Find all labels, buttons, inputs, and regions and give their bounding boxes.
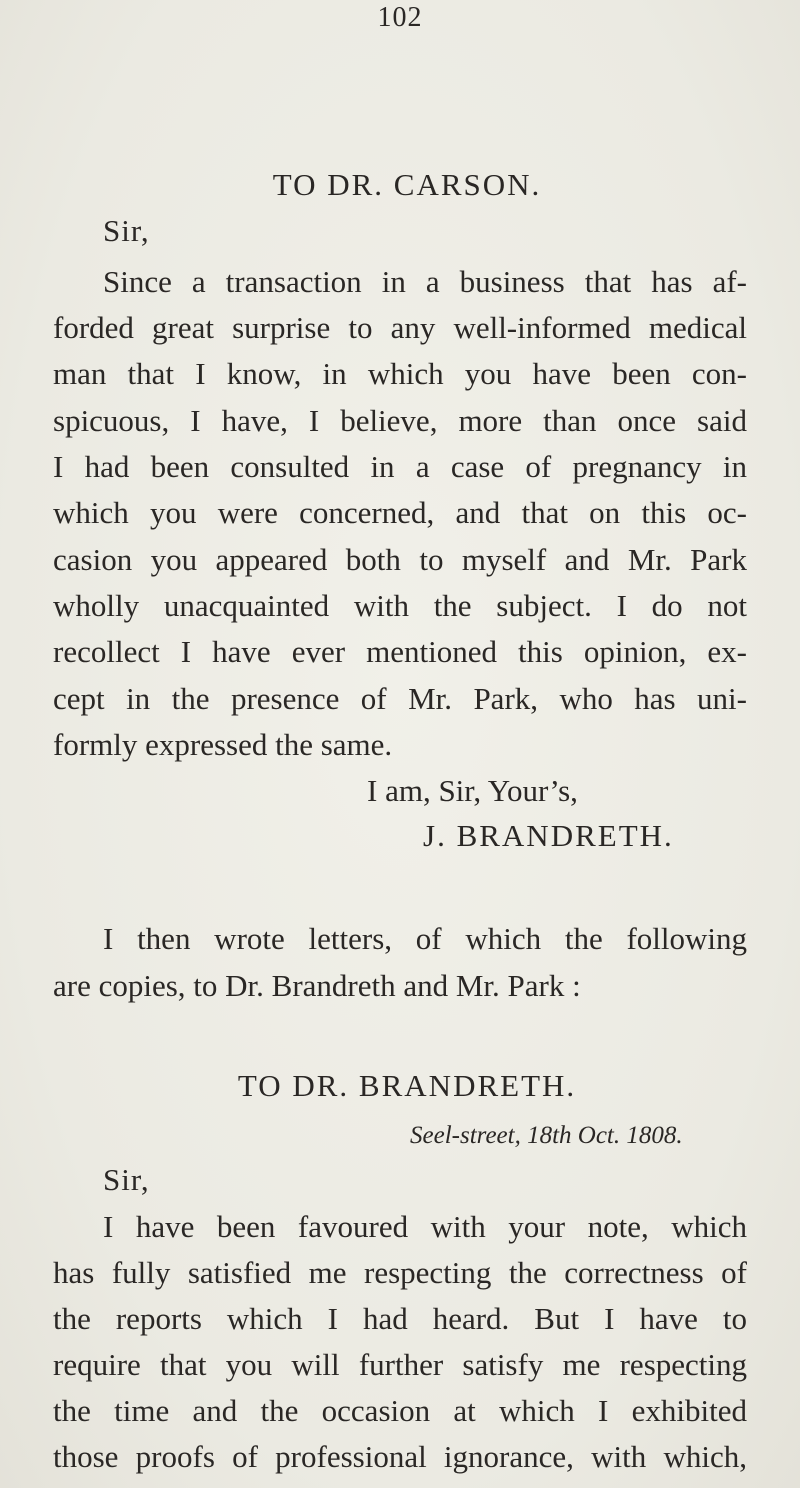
body-line: spicuous, I have, I believe, more than once said — [53, 403, 747, 438]
narrative-line: are copies, to Dr. Brandreth and Mr. Park : — [53, 968, 581, 1003]
body-line: the reports which I had heard. But I have to — [53, 1301, 747, 1336]
letter-heading-brandreth: TO DR. BRANDRETH. — [237, 1068, 577, 1103]
body-line: formly expressed the same. — [53, 727, 393, 762]
body-line: Since a transaction in a business that has af- — [103, 264, 747, 299]
salutation-carson: Sir, — [103, 213, 150, 248]
dateline: Seel-street, 18th Oct. 1808. — [410, 1122, 683, 1149]
body-line: require that you will further satisfy me respecting — [53, 1347, 747, 1382]
body-line: those proofs of professional ignorance, with which, — [53, 1439, 747, 1474]
body-line: recollect I have ever mentioned this opinion, ex- — [53, 634, 747, 669]
body-line: cept in the presence of Mr. Park, who has uni- — [53, 681, 747, 716]
body-line: the time and the occasion at which I exhibited — [53, 1393, 747, 1428]
signature-brandreth: J. BRANDRETH. — [423, 818, 674, 853]
body-line: has fully satisfied me respecting the correctness of — [53, 1255, 747, 1290]
body-line: casion you appeared both to myself and Mr. Park — [53, 542, 747, 577]
salutation-brandreth: Sir, — [103, 1162, 150, 1197]
body-line: I have been favoured with your note, which — [103, 1209, 747, 1244]
page-number: 102 — [377, 2, 423, 33]
body-line: which you were concerned, and that on this oc- — [53, 495, 747, 530]
letter-heading-carson: TO DR. CARSON. — [272, 167, 542, 202]
body-line: wholly unacquainted with the subject. I do not — [53, 588, 747, 623]
body-line: man that I know, in which you have been con- — [53, 356, 747, 391]
body-line: I had been consulted in a case of pregnancy in — [53, 449, 747, 484]
narrative-line: I then wrote letters, of which the following — [103, 921, 747, 956]
closing-line: I am, Sir, Your’s, — [367, 773, 578, 808]
body-line: forded great surprise to any well-informed medical — [53, 310, 747, 345]
